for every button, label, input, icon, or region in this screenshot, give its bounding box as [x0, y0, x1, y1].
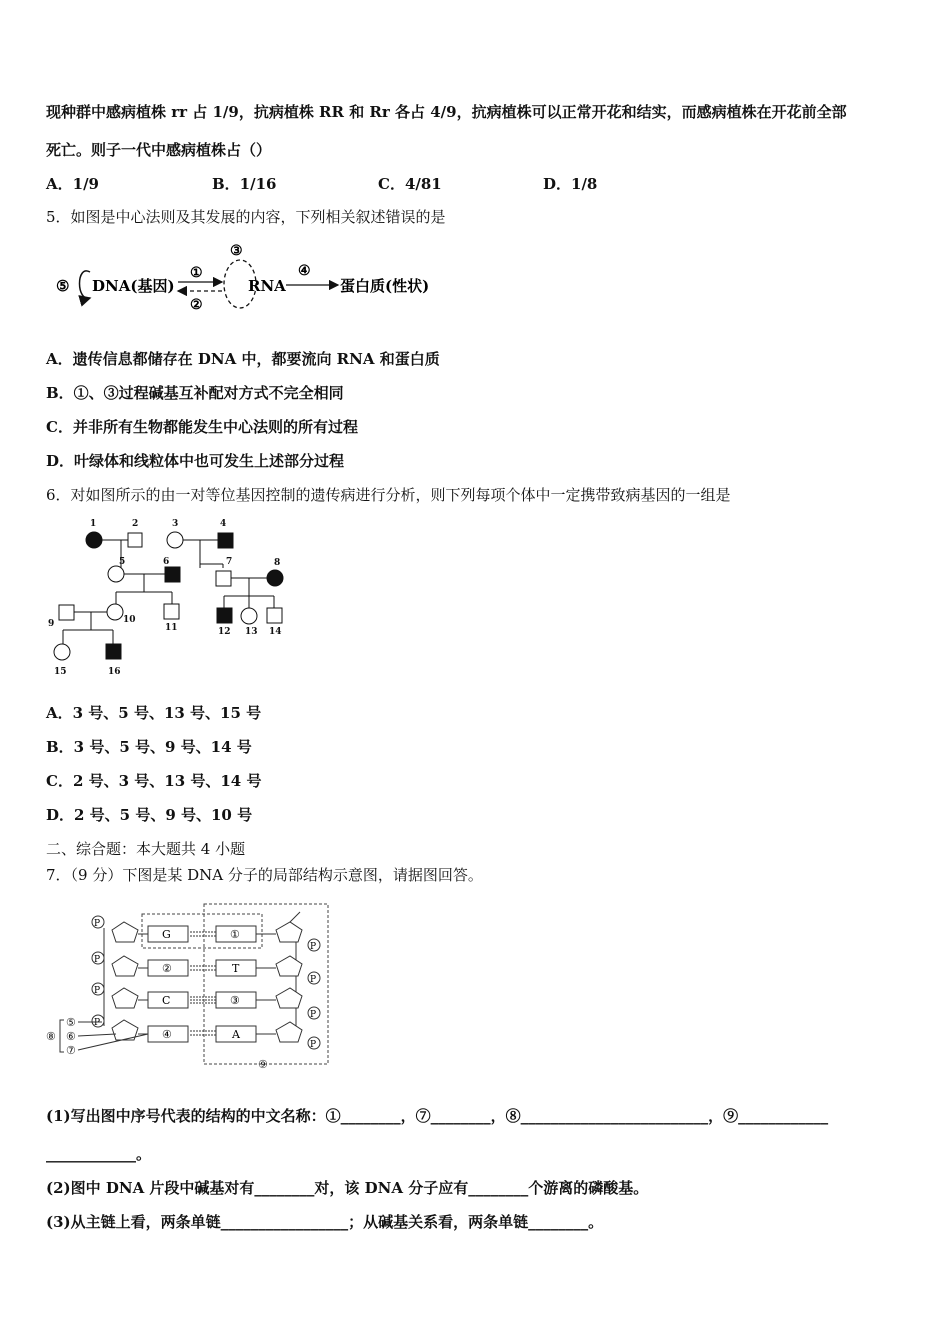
- individual-11: [164, 604, 179, 619]
- label-6: 6: [163, 557, 170, 567]
- q7-stem: 7．（9 分）下图是某 DNA 分子的局部结构示意图，请据图回答。: [46, 866, 483, 884]
- q5-option-d: D．叶绿体和线粒体中也可发生上述部分过程: [46, 452, 345, 470]
- q6-option-d: D．2 号、5 号、9 号、10 号: [46, 806, 253, 824]
- label-9: 9: [48, 619, 55, 629]
- process-2-label: ②: [190, 297, 203, 313]
- label-8-nucleotide: ⑧: [46, 1030, 56, 1043]
- label-10: 10: [123, 615, 136, 625]
- svg-text:P: P: [310, 1010, 317, 1020]
- q6-option-a: A．3 号、5 号、13 号、15 号: [46, 704, 262, 722]
- svg-text:G: G: [162, 928, 171, 941]
- section-2-heading: 二、综合题：本大题共 4 小题: [46, 840, 246, 858]
- label-13: 13: [245, 627, 258, 637]
- svg-text:P: P: [94, 986, 101, 996]
- individual-3: [167, 532, 183, 548]
- svg-text:P: P: [94, 955, 101, 965]
- svg-text:④: ④: [162, 1028, 172, 1041]
- individual-6: [165, 567, 180, 582]
- q4-option-d: D．1/8: [543, 175, 598, 193]
- protein-trait-label: 蛋白质(性状): [340, 277, 430, 295]
- svg-text:T: T: [232, 962, 240, 975]
- pedigree-chart: [46, 512, 306, 682]
- process-5-label: ⑤: [56, 277, 70, 295]
- replication-loop-arrow: [80, 271, 91, 298]
- individual-16: [106, 644, 121, 659]
- svg-text:C: C: [162, 994, 171, 1007]
- svg-text:P: P: [94, 919, 101, 929]
- svg-text:A: A: [232, 1028, 240, 1041]
- individual-1: [86, 532, 102, 548]
- pair-row-3: [92, 983, 320, 1020]
- svg-text:P: P: [310, 1040, 317, 1050]
- pair-row-1: [92, 912, 320, 952]
- q5-stem: 5．如图是中心法则及其发展的内容，下列相关叙述错误的是: [46, 208, 446, 226]
- individual-12: [217, 608, 232, 623]
- q7-sub1-line2: ____________。: [46, 1145, 152, 1163]
- individual-2: [128, 533, 142, 547]
- q7-sub3: (3)从主链上看，两条单链_________________；从碱基关系看，两条单链________。: [46, 1213, 604, 1231]
- q5-option-a: A．遗传信息都储存在 DNA 中，都要流向 RNA 和蛋白质: [46, 350, 440, 368]
- label-7-base: ⑦: [66, 1044, 76, 1057]
- label-9-box: ⑨: [258, 1058, 268, 1071]
- label-12: 12: [218, 627, 231, 637]
- individual-8: [267, 570, 283, 586]
- label-5: 5: [119, 557, 126, 567]
- q6-stem: 6．对如图所示的由一对等位基因控制的遗传病进行分析，则下列每项个体中一定携带致病基因的一组是: [46, 486, 731, 504]
- dna-gene-label: DNA(基因): [92, 277, 175, 295]
- process-4-label: ④: [298, 263, 311, 279]
- q4-option-a: A．1/9: [46, 175, 99, 193]
- svg-text:①: ①: [230, 928, 240, 941]
- q4-option-b: B．1/16: [212, 175, 277, 193]
- individual-7: [216, 571, 231, 586]
- q6-option-b: B．3 号、5 号、9 号、14 号: [46, 738, 252, 756]
- process-1-label: ①: [190, 265, 203, 281]
- label-1: 1: [90, 519, 97, 529]
- central-dogma-diagram: [50, 238, 450, 318]
- dna-structure-diagram: [44, 896, 334, 1072]
- label-7: 7: [226, 557, 233, 567]
- svg-text:P: P: [94, 1018, 101, 1028]
- label-11: 11: [165, 623, 178, 633]
- individual-15: [54, 644, 70, 660]
- individual-4: [218, 533, 233, 548]
- label-16: 16: [108, 667, 121, 677]
- q5-option-c: C．并非所有生物都能发生中心法则的所有过程: [46, 418, 358, 436]
- rna-label: RNA: [248, 277, 286, 295]
- individual-10: [107, 604, 123, 620]
- q4-line2: 死亡。则子一代中感病植株占（）: [46, 141, 272, 159]
- q7-sub2: (2)图中 DNA 片段中碱基对有________对，该 DNA 分子应有________个游离的磷酸基。: [46, 1179, 649, 1197]
- pair-row-4: [92, 1015, 320, 1050]
- q6-option-c: C．2 号、3 号、13 号、14 号: [46, 772, 262, 790]
- individual-9: [59, 605, 74, 620]
- svg-text:③: ③: [230, 994, 240, 1007]
- svg-text:P: P: [310, 975, 317, 985]
- label-5-phosphate: ⑤: [66, 1016, 76, 1029]
- q5-option-b: B．①、③过程碱基互补配对方式不完全相同: [46, 384, 344, 402]
- individual-5: [108, 566, 124, 582]
- q7-sub1-line1: (1)写出图中序号代表的结构的中文名称：①________，⑦________，⑧_________________________，⑨____________: [46, 1107, 829, 1125]
- q4-line1: 现种群中感病植株 rr 占 1/9，抗病植株 RR 和 Rr 各占 4/9，抗病植株可以正常开花和结实，而感病植株在开花前全部: [46, 103, 847, 121]
- process-3-label: ③: [230, 243, 243, 259]
- q4-option-c: C．4/81: [378, 175, 442, 193]
- individual-14: [267, 608, 282, 623]
- label-3: 3: [172, 519, 179, 529]
- pair-row-2: [92, 952, 320, 985]
- label-14: 14: [269, 627, 282, 637]
- svg-text:P: P: [310, 942, 317, 952]
- individual-13: [241, 608, 257, 624]
- label-2: 2: [132, 519, 139, 529]
- label-15: 15: [54, 667, 67, 677]
- label-8: 8: [274, 558, 281, 568]
- label-4: 4: [220, 519, 227, 529]
- svg-text:②: ②: [162, 962, 172, 975]
- label-6-sugar: ⑥: [66, 1030, 76, 1043]
